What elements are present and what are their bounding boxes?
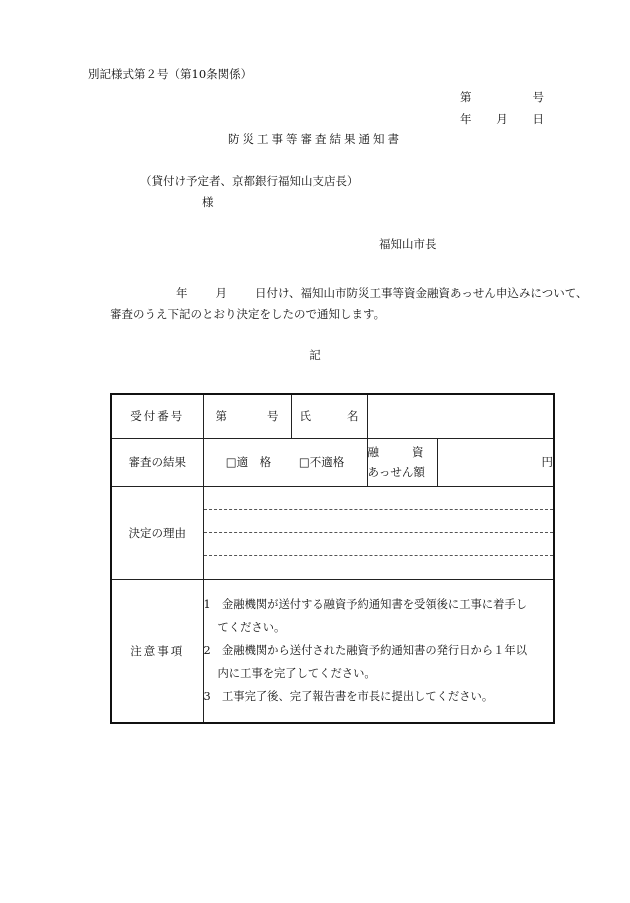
note-1a: 1 金融機関が送付する融資予約通知書を受領後に工事に着手し (203, 598, 528, 612)
table-row (111, 394, 554, 438)
review-result-options (203, 438, 367, 486)
name-label-cell (291, 394, 367, 438)
yen-unit: 円 (541, 455, 553, 469)
addressee-honorific: 様 (202, 195, 214, 209)
dashed-line (204, 509, 554, 510)
date-day: 日 (532, 112, 544, 126)
name-label-b: 名 (347, 409, 359, 424)
loan-label-b: 資 (412, 445, 424, 459)
notes-cell (203, 579, 554, 723)
note-3: 3 工事完了後、完了報告書を市長に提出してください。 (203, 690, 494, 704)
table-row (111, 438, 554, 486)
note-2a: 2 金融機関から送付された融資予約通知書の発行日から１年以 (203, 644, 528, 658)
table-row (111, 579, 554, 723)
loan-amount-label (367, 438, 437, 486)
name-value-cell (367, 394, 554, 438)
checkbox-qualified[interactable]: □適 格 (225, 455, 272, 469)
loan-label-a: 融 (367, 445, 379, 459)
result-table (110, 393, 555, 724)
document-title: 防災工事等審査結果通知書 (228, 132, 402, 146)
loan-amount-value (437, 438, 554, 486)
reception-number-prefix: 第 (215, 409, 227, 424)
body-line-1 (176, 285, 587, 301)
sender-name: 福知山市長 (379, 237, 437, 251)
body-line-2: 審査のうえ下記のとおり決定をしたので通知します。 (110, 307, 386, 321)
name-label-a: 氏 (299, 409, 311, 424)
reception-number-suffix: 号 (267, 409, 279, 424)
body-year: 年 (176, 286, 188, 300)
decision-reason-label: 決定の理由 (111, 486, 203, 579)
date-month: 月 (496, 112, 508, 126)
decision-reason-cell (203, 486, 554, 579)
ki-heading: 記 (309, 348, 321, 362)
number-suffix: 号 (532, 90, 544, 104)
loan-label-c: あっせん額 (367, 465, 425, 479)
reception-number-label: 受付番号 (111, 394, 203, 438)
date-year: 年 (460, 112, 472, 126)
note-2b: 内に工事を完了してください。 (217, 667, 376, 681)
addressee-name: （貸付け予定者、京都銀行福知山支店長） (140, 174, 359, 188)
note-1b: てください。 (217, 621, 286, 635)
review-result-label: 審査の結果 (111, 438, 203, 486)
document-date (460, 111, 544, 127)
body-rest: 日付け、福知山市防災工事等資金融資あっせん申込みについて、 (255, 286, 588, 300)
form-label: 別記様式第２号（第10条関係） (88, 67, 253, 81)
dashed-line (204, 555, 554, 556)
checkbox-not-qualified[interactable]: □不適格 (298, 455, 345, 469)
dashed-line (204, 532, 554, 533)
document-number (460, 89, 544, 105)
reception-number-cell (203, 394, 291, 438)
notes-label: 注意事項 (111, 579, 203, 723)
number-prefix: 第 (460, 90, 472, 104)
body-month: 月 (215, 286, 227, 300)
table-row (111, 486, 554, 579)
